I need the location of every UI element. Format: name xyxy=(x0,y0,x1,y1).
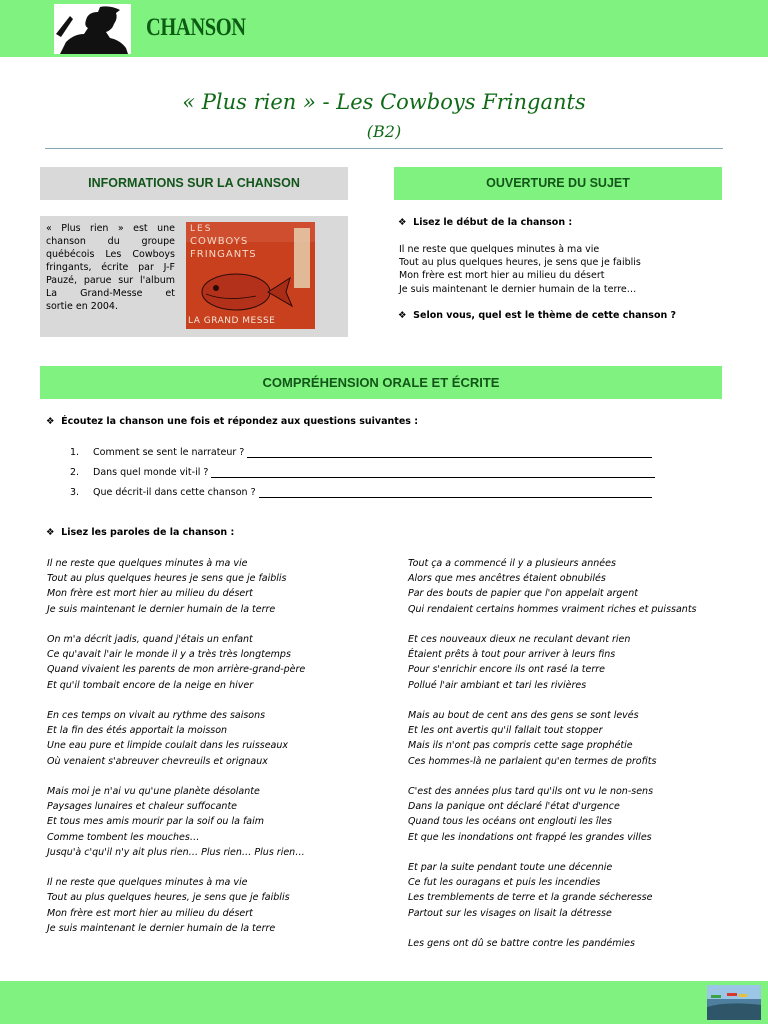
question-3: 3. Que décrit-il dans cette chanson ? xyxy=(70,487,652,498)
lyrics-stanza: Mais moi je n'ai vu qu'une planète désolante Paysages lunaires et chaleur suffocante Et tous mes amis mourir par la soif ou la faim Comme tombent les mouches… Jusqu'à c'qu'il n'y ait plus rien… Plus rien… Plus rien… xyxy=(47,786,305,858)
lyrics-right-column xyxy=(408,556,748,966)
ouverture-question: ❖ Selon vous, quel est le thème de cette chanson ? xyxy=(398,310,677,321)
lyrics-stanza: Les gens ont dû se battre contre les pandémies xyxy=(408,938,635,949)
diamond-bullet-icon: ❖ xyxy=(398,217,407,228)
lyrics-stanza: Tout ça a commencé il y a plusieurs années Alors que mes ancêtres étaient obnubilés Par des bouts de papier que l'on appelait argent Qui rendaient certains hommes vraiment riches et puissants xyxy=(408,558,697,615)
ouverture-lines: Il ne reste que quelques minutes à ma vie Tout au plus quelques heures, je sens que je faiblis Mon frère est mort hier au milieu du désert Je suis maintenant le dernier humain de la terre… xyxy=(399,244,641,295)
info-heading: INFORMATIONS SUR LA CHANSON xyxy=(40,167,348,200)
album-text-cowboys: COWBOYS xyxy=(190,236,249,247)
bottom-banner xyxy=(0,981,768,1024)
ouverture-instruction: ❖ Lisez le début de la chanson : xyxy=(398,217,573,228)
diamond-bullet-icon: ❖ xyxy=(46,416,55,427)
lyrics-stanza: Et par la suite pendant toute une décennie Ce fut les ouragans et puis les incendies Les tremblements de terre et la grande sécheresse Partout sur les visages on lisait la détresse xyxy=(408,862,653,919)
song-title: « Plus rien » - Les Cowboys Fringants xyxy=(182,90,586,114)
diamond-bullet-icon: ❖ xyxy=(46,527,55,538)
lyrics-left-column xyxy=(47,556,387,951)
title-divider xyxy=(45,148,723,149)
lyrics-stanza: On m'a décrit jadis, quand j'étais un enfant Ce qu'avait l'air le monde il y a très très longtemps Quand vivaient les parents de mon arrière-grand-père Et qu'il tombait encore de la neige en hiver xyxy=(47,634,306,691)
album-cover xyxy=(186,222,315,329)
lyrics-stanza: Mais au bout de cent ans des gens se sont levés Et les ont avertis qu'il fallait tout stopper Mais ils n'ont pas compris cette sage prophétie Ces hommes-là ne parlaient qu'en termes de profits xyxy=(408,710,657,767)
ouverture-heading: OUVERTURE DU SUJET xyxy=(394,167,722,200)
question-1: 1. Comment se sent le narrateur ? xyxy=(70,447,652,458)
question-2: 2. Dans quel monde vit-il ? xyxy=(70,467,655,478)
answer-line-3[interactable] xyxy=(259,488,652,498)
lyrics-stanza: Il ne reste que quelques minutes à ma vie Tout au plus quelques heures je sens que je faiblis Mon frère est mort hier au milieu du désert Je suis maintenant le dernier humain de la terre xyxy=(47,558,287,615)
comprehension-heading: COMPRÉHENSION ORALE ET ÉCRITE xyxy=(40,366,722,399)
comprehension-instruction: ❖ Écoutez la chanson une fois et répondez aux questions suivantes : xyxy=(46,416,419,427)
lyrics-instruction: ❖ Lisez les paroles de la chanson : xyxy=(46,527,235,538)
lyrics-stanza: C'est des années plus tard qu'ils ont vu le non-sens Dans la panique ont déclaré l'état d'urgence Quand tous les océans ont englouti les îles Et que les inondations ont frappé les grandes villes xyxy=(408,786,654,843)
level-badge: (B2) xyxy=(366,122,402,141)
landscape-thumbnail xyxy=(707,985,761,1020)
lyrics-stanza: Il ne reste que quelques minutes à ma vie Tout au plus quelques heures, je sens que je faiblis Mon frère est mort hier au milieu du désert Je suis maintenant le dernier humain de la terre xyxy=(47,877,290,934)
answer-line-1[interactable] xyxy=(247,448,652,458)
album-text-fringants: FRINGANTS xyxy=(190,249,257,260)
info-text: « Plus rien » est une chanson du groupe québécois Les Cowboys fringants, écrite par J-F Pauzé, parue sur l'album La Grand-Messe et sortie en 2004. xyxy=(46,223,175,312)
lyrics-stanza: En ces temps on vivait au rythme des saisons Et la fin des étés apportait la moisson Une eau pure et limpide coulait dans les ruisseaux Où venaient s'abreuver chevreuils et orignaux xyxy=(47,710,289,767)
album-text-les: LES xyxy=(190,224,213,234)
album-text-grand-messe: LA GRAND MESSE xyxy=(188,316,276,326)
diamond-bullet-icon: ❖ xyxy=(398,310,407,321)
brand-title: CHANSON xyxy=(146,14,246,41)
answer-line-2[interactable] xyxy=(211,468,655,478)
lyrics-stanza: Et ces nouveaux dieux ne reculant devant rien Étaient prêts à tout pour arriver à leurs fins Pour s'enrichir encore ils ont rasé la terre Pollué l'air ambiant et tari les rivières xyxy=(408,634,631,691)
singer-silhouette-logo xyxy=(54,4,131,54)
